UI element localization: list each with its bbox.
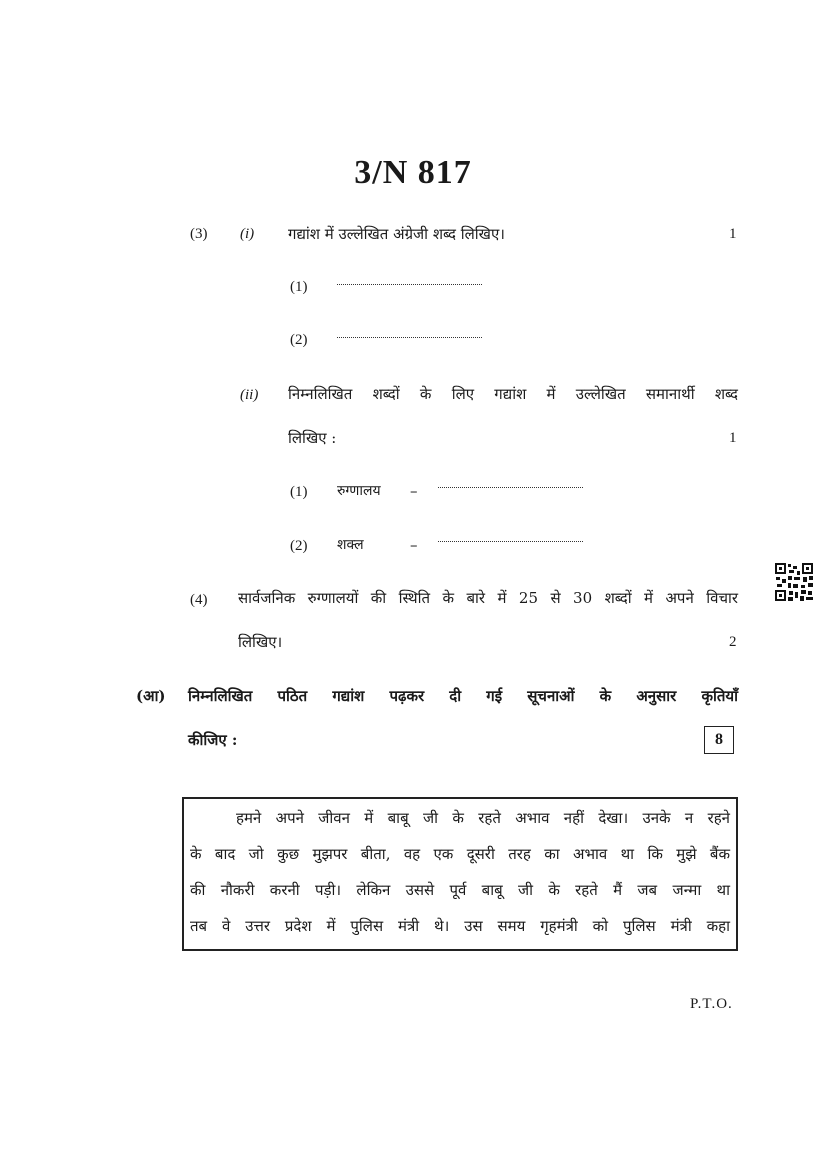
q3-ii-item2-dash: – — [410, 536, 418, 554]
question-number-3: (3) — [190, 226, 208, 242]
q3-ii-item2-word: शक्ल — [337, 537, 364, 553]
q3-ii-item1-dash: – — [410, 482, 418, 500]
q4-text-line1: सार्वजनिक रुग्णालयों की स्थिति के बारे में 25 से 30 शब्दों में अपने विचार — [238, 589, 738, 607]
subpart-i-label: (i) — [240, 226, 255, 242]
q3-i-text: गद्यांश में उल्लेखित अंग्रेजी शब्द लिखिए। — [288, 225, 505, 243]
page-code: 3/N 817 — [354, 154, 472, 191]
section-aa-text-line1: निम्नलिखित पठित गद्यांश पढ़कर दी गई सूचनाओं के अनुसार कृतियाँ — [188, 687, 738, 705]
qr-code-icon — [774, 562, 814, 602]
section-aa-marks-box: 8 — [704, 726, 734, 754]
section-aa-label: (आ) — [136, 687, 166, 705]
q3-i-blank2-label: (2) — [290, 332, 308, 348]
q4-text-line2: लिखिए। — [238, 633, 283, 651]
q3-ii-item1-label: (1) — [290, 484, 308, 500]
q3-ii-item1-word: रुग्णालय — [337, 483, 381, 499]
passage-line-4: तब वे उत्तर प्रदेश में पुलिस मंत्री थे। उस समय गृहमंत्री को पुलिस मंत्री कहा — [190, 917, 730, 935]
q4-marks: 2 — [729, 634, 737, 650]
q3-i-blank1-line[interactable] — [337, 283, 482, 285]
question-number-4: (4) — [190, 592, 208, 608]
q3-i-blank1-label: (1) — [290, 279, 308, 295]
subpart-ii-label: (ii) — [240, 387, 259, 403]
section-aa-text-line2: कीजिए : — [188, 731, 238, 749]
q3-ii-text-line2: लिखिए : — [288, 429, 337, 447]
passage-line-1: हमने अपने जीवन में बाबू जी के रहते अभाव नहीं देखा। उनके न रहने — [236, 809, 730, 827]
passage-line-2: के बाद जो कुछ मुझपर बीता, वह एक दूसरी तरह का अभाव था कि मुझे बैंक — [190, 845, 730, 863]
q3-i-marks: 1 — [729, 226, 737, 242]
q3-ii-item1-blank[interactable] — [438, 486, 583, 488]
q3-ii-item2-blank[interactable] — [438, 540, 583, 542]
q3-ii-text-line1: निम्नलिखित शब्दों के लिए गद्यांश में उल्लेखित समानार्थी शब्द — [288, 385, 738, 403]
q3-ii-marks: 1 — [729, 430, 737, 446]
q3-i-blank2-line[interactable] — [337, 336, 482, 338]
passage-line-3: की नौकरी करनी पड़ी। लेकिन उससे पूर्व बाबू जी के रहते मैं जब जन्मा था — [190, 881, 730, 899]
pto-label: P.T.O. — [690, 996, 733, 1012]
passage-box — [182, 797, 738, 951]
q3-ii-item2-label: (2) — [290, 538, 308, 554]
